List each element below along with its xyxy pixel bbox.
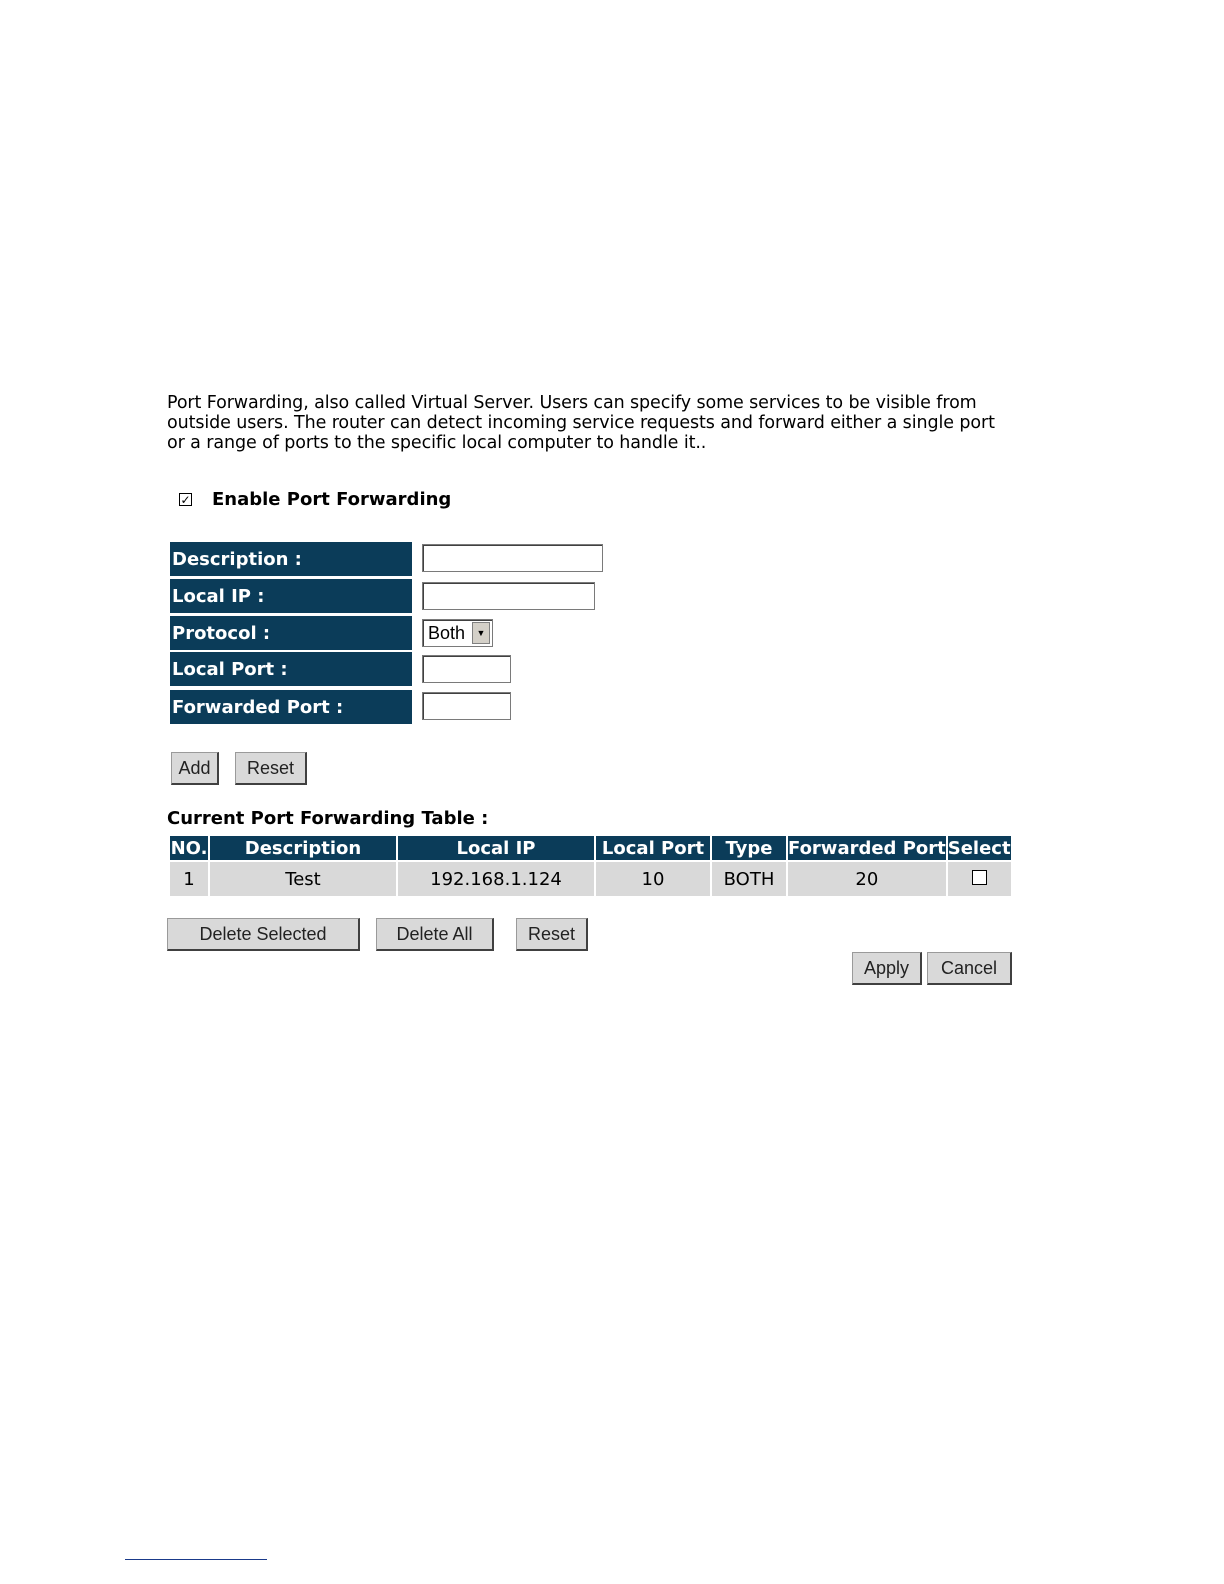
cancel-button[interactable]: Cancel xyxy=(927,952,1012,985)
column-header-local-port: Local Port xyxy=(596,836,710,860)
intro-line: outside users. The router can detect incoming service requests and forward either a single port xyxy=(167,413,995,433)
column-header-local-ip: Local IP xyxy=(398,836,594,860)
dropdown-arrow-icon[interactable]: ▼ xyxy=(472,622,490,644)
forwarded-port-input[interactable] xyxy=(422,692,511,720)
delete-selected-button[interactable]: Delete Selected xyxy=(167,918,360,951)
column-header-select: Select xyxy=(947,837,1011,859)
footnote-divider xyxy=(125,1559,267,1560)
forwarded-port-label: Forwarded Port : xyxy=(170,690,412,724)
protocol-label: Protocol : xyxy=(170,616,412,650)
protocol-selected-value: Both xyxy=(428,622,466,643)
column-header-no: NO. xyxy=(170,837,208,859)
cell-no: 1 xyxy=(170,862,208,896)
form-row-description xyxy=(170,542,412,576)
cell-forwarded-port: 20 xyxy=(788,862,946,896)
table-reset-button[interactable]: Reset xyxy=(516,918,588,951)
description-label: Description : xyxy=(170,542,412,576)
table-row xyxy=(170,862,1011,896)
cell-type: BOTH xyxy=(712,862,786,896)
intro-line: Port Forwarding, also called Virtual Server. Users can specify some services to be visible from xyxy=(167,393,977,413)
apply-button[interactable]: Apply xyxy=(852,952,922,985)
enable-port-forwarding-label: Enable Port Forwarding xyxy=(212,489,452,510)
local-port-label: Local Port : xyxy=(170,652,412,686)
enable-port-forwarding-row xyxy=(179,489,451,510)
port-forwarding-table xyxy=(168,834,1013,898)
cell-description: Test xyxy=(210,862,396,896)
form-row-forwarded-port xyxy=(170,690,412,724)
form-row-local-port xyxy=(170,652,412,686)
cell-select xyxy=(948,862,1011,896)
cell-local-ip: 192.168.1.124 xyxy=(398,862,594,896)
form-row-protocol xyxy=(170,616,412,650)
add-button[interactable]: Add xyxy=(171,752,219,785)
form-row-local-ip xyxy=(170,579,412,613)
form-reset-button[interactable]: Reset xyxy=(235,752,307,785)
row-select-checkbox[interactable] xyxy=(972,870,987,885)
intro-text xyxy=(167,393,1027,453)
local-ip-label: Local IP : xyxy=(170,579,412,613)
intro-line: or a range of ports to the specific local computer to handle it.. xyxy=(167,433,707,453)
cell-local-port: 10 xyxy=(596,862,710,896)
description-input[interactable] xyxy=(422,544,603,572)
table-header-row xyxy=(170,836,1011,860)
delete-all-button[interactable]: Delete All xyxy=(376,918,494,951)
port-forwarding-table-title: Current Port Forwarding Table : xyxy=(167,808,489,829)
enable-port-forwarding-checkbox[interactable]: ✓ xyxy=(180,492,191,507)
local-port-input[interactable] xyxy=(422,655,511,683)
column-header-forwarded-port: Forwarded Port xyxy=(788,837,946,859)
column-header-description: Description xyxy=(210,836,396,860)
column-header-type: Type xyxy=(712,836,786,860)
local-ip-input[interactable] xyxy=(422,582,595,610)
protocol-select[interactable] xyxy=(422,619,493,647)
